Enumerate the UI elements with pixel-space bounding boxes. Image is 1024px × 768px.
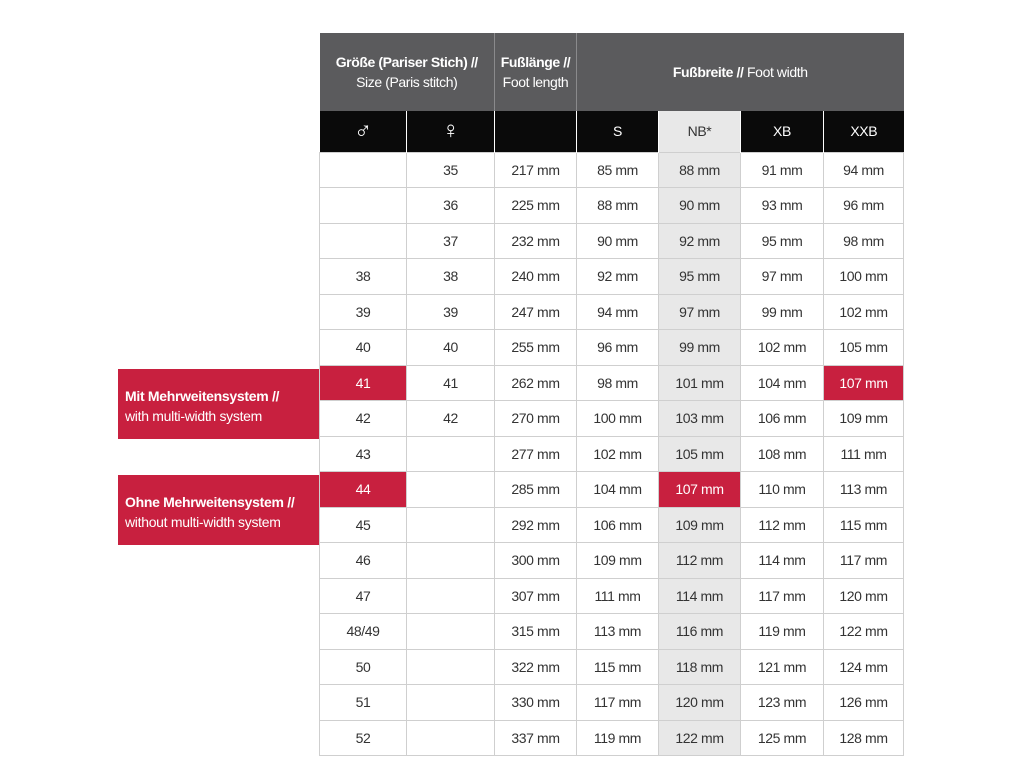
cell-foot-length: 300 mm <box>495 543 577 579</box>
cell-size-female <box>407 436 495 472</box>
cell-width-s: 100 mm <box>577 401 659 437</box>
cell-width-nb: 118 mm <box>659 649 741 685</box>
cell-width-nb: 99 mm <box>659 330 741 366</box>
cell-size-female: 41 <box>407 365 495 401</box>
cell-width-nb: 101 mm <box>659 365 741 401</box>
cell-width-nb: 112 mm <box>659 543 741 579</box>
header-foot-length: Fußlänge // Foot length <box>495 33 577 111</box>
cell-width-xxb: 122 mm <box>824 614 904 650</box>
cell-width-xb: 119 mm <box>741 614 824 650</box>
cell-width-xb: 123 mm <box>741 685 824 721</box>
cell-width-s: 94 mm <box>577 294 659 330</box>
cell-size-male: 38 <box>320 259 407 295</box>
cell-width-xb: 106 mm <box>741 401 824 437</box>
cell-foot-length: 217 mm <box>495 152 577 188</box>
cell-size-female: 35 <box>407 152 495 188</box>
cell-size-female <box>407 649 495 685</box>
cell-width-nb: 105 mm <box>659 436 741 472</box>
cell-width-s: 98 mm <box>577 365 659 401</box>
cell-foot-length: 232 mm <box>495 223 577 259</box>
cell-foot-length: 322 mm <box>495 649 577 685</box>
table-row <box>320 436 904 472</box>
female-icon: ♀ <box>407 111 495 152</box>
table-row <box>320 614 904 650</box>
cell-foot-length: 262 mm <box>495 365 577 401</box>
cell-size-female <box>407 578 495 614</box>
size-chart-table <box>319 33 904 756</box>
table-row <box>320 649 904 685</box>
label-without-multi-width: Ohne Mehrweitensystem // without multi-width system <box>118 475 319 545</box>
table-row <box>320 188 904 224</box>
cell-width-xxb: 113 mm <box>824 472 904 508</box>
cell-width-nb: 90 mm <box>659 188 741 224</box>
cell-width-xxb: 100 mm <box>824 259 904 295</box>
header-col-s: S <box>577 111 659 152</box>
cell-width-s: 96 mm <box>577 330 659 366</box>
cell-width-xxb: 102 mm <box>824 294 904 330</box>
cell-size-male: 46 <box>320 543 407 579</box>
cell-width-s: 106 mm <box>577 507 659 543</box>
cell-width-s: 90 mm <box>577 223 659 259</box>
cell-width-xb: 97 mm <box>741 259 824 295</box>
table-row <box>320 543 904 579</box>
cell-foot-length: 307 mm <box>495 578 577 614</box>
cell-width-s: 111 mm <box>577 578 659 614</box>
cell-size-male: 41 <box>320 365 407 401</box>
cell-width-s: 109 mm <box>577 543 659 579</box>
cell-width-nb: 92 mm <box>659 223 741 259</box>
cell-foot-length: 315 mm <box>495 614 577 650</box>
cell-size-male <box>320 152 407 188</box>
cell-foot-length: 277 mm <box>495 436 577 472</box>
cell-size-female: 36 <box>407 188 495 224</box>
header-row-titles <box>320 33 904 111</box>
cell-width-s: 117 mm <box>577 685 659 721</box>
cell-foot-length: 270 mm <box>495 401 577 437</box>
cell-size-male: 42 <box>320 401 407 437</box>
cell-width-s: 85 mm <box>577 152 659 188</box>
cell-width-nb: 120 mm <box>659 685 741 721</box>
cell-width-nb: 88 mm <box>659 152 741 188</box>
cell-width-xb: 125 mm <box>741 720 824 756</box>
male-icon: ♂ <box>320 111 407 152</box>
cell-foot-length: 255 mm <box>495 330 577 366</box>
table-row <box>320 507 904 543</box>
cell-size-female: 37 <box>407 223 495 259</box>
table-row <box>320 294 904 330</box>
cell-width-xxb: 115 mm <box>824 507 904 543</box>
cell-width-xxb: 107 mm <box>824 365 904 401</box>
table-row <box>320 223 904 259</box>
header-col-xb: XB <box>741 111 824 152</box>
cell-size-female: 39 <box>407 294 495 330</box>
cell-width-xb: 95 mm <box>741 223 824 259</box>
cell-size-male: 44 <box>320 472 407 508</box>
cell-width-nb: 116 mm <box>659 614 741 650</box>
cell-width-s: 119 mm <box>577 720 659 756</box>
cell-size-male: 40 <box>320 330 407 366</box>
cell-width-nb: 95 mm <box>659 259 741 295</box>
cell-width-s: 102 mm <box>577 436 659 472</box>
cell-width-xxb: 111 mm <box>824 436 904 472</box>
cell-foot-length: 225 mm <box>495 188 577 224</box>
cell-width-xb: 104 mm <box>741 365 824 401</box>
cell-width-xb: 112 mm <box>741 507 824 543</box>
header-col-xxb: XXB <box>824 111 904 152</box>
cell-width-xxb: 96 mm <box>824 188 904 224</box>
cell-width-nb: 97 mm <box>659 294 741 330</box>
cell-width-nb: 107 mm <box>659 472 741 508</box>
table-row <box>320 401 904 437</box>
table-row <box>320 720 904 756</box>
cell-width-s: 104 mm <box>577 472 659 508</box>
cell-width-xxb: 128 mm <box>824 720 904 756</box>
cell-size-male <box>320 223 407 259</box>
table-row <box>320 472 904 508</box>
cell-width-xxb: 124 mm <box>824 649 904 685</box>
table-row <box>320 259 904 295</box>
header-foot-width: Fußbreite // Foot width <box>577 33 904 111</box>
cell-size-male: 45 <box>320 507 407 543</box>
cell-width-s: 115 mm <box>577 649 659 685</box>
cell-size-male: 48/49 <box>320 614 407 650</box>
header-col-nb: NB* <box>659 111 741 152</box>
cell-width-xb: 114 mm <box>741 543 824 579</box>
cell-foot-length: 247 mm <box>495 294 577 330</box>
cell-size-female: 42 <box>407 401 495 437</box>
cell-width-xxb: 117 mm <box>824 543 904 579</box>
cell-width-xb: 91 mm <box>741 152 824 188</box>
cell-foot-length: 330 mm <box>495 685 577 721</box>
cell-width-nb: 114 mm <box>659 578 741 614</box>
cell-width-nb: 103 mm <box>659 401 741 437</box>
cell-width-xb: 93 mm <box>741 188 824 224</box>
cell-size-female <box>407 543 495 579</box>
cell-size-male: 39 <box>320 294 407 330</box>
cell-width-s: 113 mm <box>577 614 659 650</box>
cell-size-male: 51 <box>320 685 407 721</box>
label-with-multi-width: Mit Mehrweitensystem // with multi-width system <box>118 369 319 439</box>
cell-size-male: 47 <box>320 578 407 614</box>
cell-foot-length: 292 mm <box>495 507 577 543</box>
cell-width-s: 88 mm <box>577 188 659 224</box>
cell-width-xxb: 98 mm <box>824 223 904 259</box>
cell-width-xb: 117 mm <box>741 578 824 614</box>
cell-size-female <box>407 614 495 650</box>
cell-width-xxb: 126 mm <box>824 685 904 721</box>
cell-width-s: 92 mm <box>577 259 659 295</box>
table-row <box>320 578 904 614</box>
cell-foot-length: 240 mm <box>495 259 577 295</box>
cell-size-female: 40 <box>407 330 495 366</box>
cell-width-xxb: 105 mm <box>824 330 904 366</box>
cell-size-female <box>407 472 495 508</box>
header-length-blank <box>495 111 577 152</box>
cell-width-xxb: 120 mm <box>824 578 904 614</box>
cell-width-xb: 110 mm <box>741 472 824 508</box>
cell-width-nb: 122 mm <box>659 720 741 756</box>
table-row <box>320 365 904 401</box>
header-row-columns <box>320 111 904 152</box>
table-row <box>320 685 904 721</box>
cell-size-male: 52 <box>320 720 407 756</box>
cell-width-xb: 121 mm <box>741 649 824 685</box>
cell-size-female <box>407 685 495 721</box>
table-row <box>320 152 904 188</box>
cell-size-female <box>407 507 495 543</box>
cell-foot-length: 337 mm <box>495 720 577 756</box>
cell-size-male: 50 <box>320 649 407 685</box>
cell-size-male <box>320 188 407 224</box>
cell-foot-length: 285 mm <box>495 472 577 508</box>
cell-size-male: 43 <box>320 436 407 472</box>
cell-width-xb: 108 mm <box>741 436 824 472</box>
cell-width-xxb: 109 mm <box>824 401 904 437</box>
cell-width-xxb: 94 mm <box>824 152 904 188</box>
header-size: Größe (Pariser Stich) // Size (Paris stitch) <box>320 33 495 111</box>
cell-width-xb: 99 mm <box>741 294 824 330</box>
table-row <box>320 330 904 366</box>
cell-size-female: 38 <box>407 259 495 295</box>
cell-width-nb: 109 mm <box>659 507 741 543</box>
cell-size-female <box>407 720 495 756</box>
cell-width-xb: 102 mm <box>741 330 824 366</box>
